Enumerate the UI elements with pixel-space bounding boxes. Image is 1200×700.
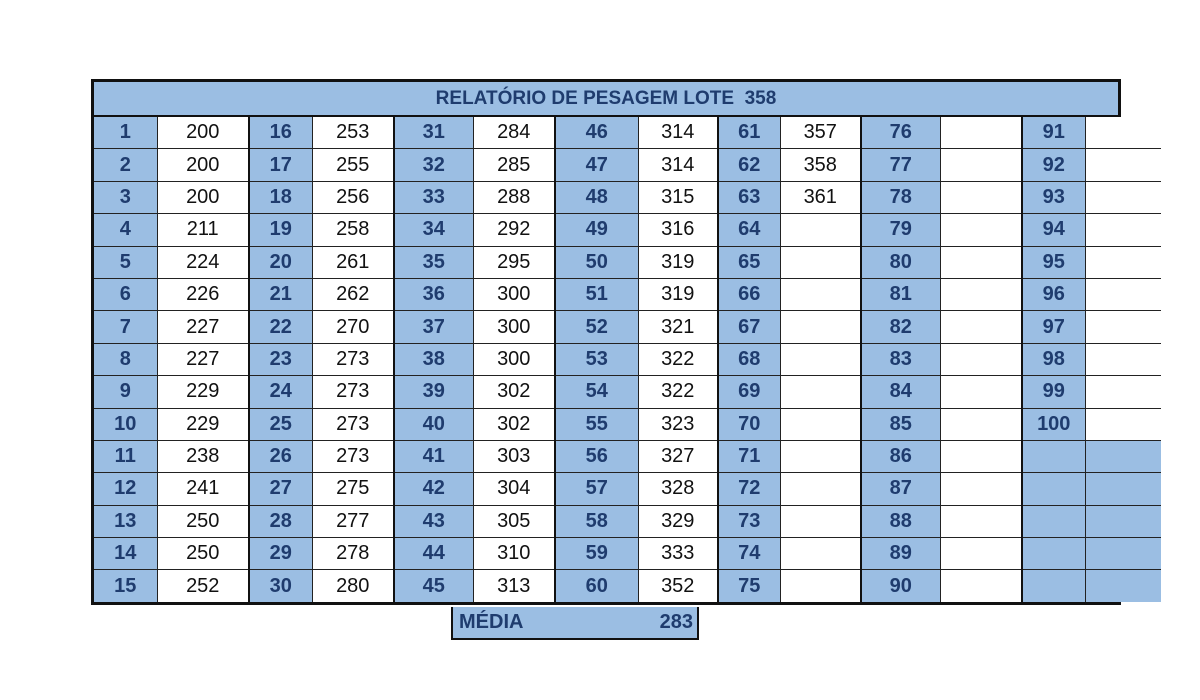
table-row [94, 149, 1161, 181]
weight-value-cell: 273 [312, 376, 394, 408]
row-number-cell: 41 [394, 440, 473, 472]
weight-value-cell: 315 [638, 181, 718, 213]
row-number-cell: 19 [249, 214, 312, 246]
average-label: MÉDIA [459, 611, 524, 633]
weight-value-cell: 227 [157, 311, 249, 343]
row-number-cell: 28 [249, 505, 312, 537]
row-number-cell: 84 [861, 376, 940, 408]
row-number-cell: 43 [394, 505, 473, 537]
table-row [94, 376, 1161, 408]
row-number-cell: 46 [555, 117, 638, 149]
weight-value-cell: 211 [157, 214, 249, 246]
row-number-cell: 39 [394, 376, 473, 408]
average-value: 283 [659, 611, 693, 633]
weight-value-cell [1085, 376, 1161, 408]
row-number-cell: 17 [249, 149, 312, 181]
weight-value-cell: 321 [638, 311, 718, 343]
weight-value-cell: 327 [638, 440, 718, 472]
row-number-cell: 33 [394, 181, 473, 213]
weight-value-cell: 319 [638, 278, 718, 310]
weight-value-cell: 229 [157, 408, 249, 440]
row-number-cell: 29 [249, 538, 312, 570]
row-number-cell: 79 [861, 214, 940, 246]
weight-value-cell [780, 473, 861, 505]
weight-value-cell [1085, 149, 1161, 181]
weight-value-cell: 295 [473, 246, 555, 278]
table-row [94, 214, 1161, 246]
table-row [94, 505, 1161, 537]
row-number-cell: 44 [394, 538, 473, 570]
row-number-cell: 24 [249, 376, 312, 408]
row-number-cell: 78 [861, 181, 940, 213]
weight-value-cell: 277 [312, 505, 394, 537]
weight-value-cell: 275 [312, 473, 394, 505]
row-number-cell: 20 [249, 246, 312, 278]
row-number-cell: 92 [1022, 149, 1085, 181]
weight-value-cell: 313 [473, 570, 555, 602]
row-number-cell: 82 [861, 311, 940, 343]
row-number-cell: 2 [94, 149, 157, 181]
weight-value-cell: 255 [312, 149, 394, 181]
weight-value-cell: 352 [638, 570, 718, 602]
row-number-cell: 7 [94, 311, 157, 343]
weight-value-cell: 262 [312, 278, 394, 310]
weight-value-cell [940, 117, 1022, 149]
weight-value-cell: 200 [157, 117, 249, 149]
row-number-cell: 74 [718, 538, 780, 570]
weight-value-cell [1085, 181, 1161, 213]
weight-value-cell: 285 [473, 149, 555, 181]
weight-value-cell: 252 [157, 570, 249, 602]
row-number-cell: 27 [249, 473, 312, 505]
row-number-cell: 89 [861, 538, 940, 570]
row-number-cell: 3 [94, 181, 157, 213]
weight-value-cell [1085, 117, 1161, 149]
weight-value-cell: 357 [780, 117, 861, 149]
average-box [451, 607, 699, 640]
weight-value-cell: 250 [157, 538, 249, 570]
row-number-cell: 64 [718, 214, 780, 246]
row-number-cell: 30 [249, 570, 312, 602]
weight-value-cell: 227 [157, 343, 249, 375]
row-number-cell: 66 [718, 278, 780, 310]
row-number-cell: 98 [1022, 343, 1085, 375]
weight-value-cell [780, 311, 861, 343]
weight-value-cell: 314 [638, 149, 718, 181]
row-number-cell: 15 [94, 570, 157, 602]
row-number-cell: 34 [394, 214, 473, 246]
row-number-cell: 22 [249, 311, 312, 343]
row-number-cell: 31 [394, 117, 473, 149]
weight-value-cell: 200 [157, 181, 249, 213]
weight-value-cell [780, 376, 861, 408]
row-number-cell: 87 [861, 473, 940, 505]
weight-value-cell [1085, 278, 1161, 310]
row-number-cell: 62 [718, 149, 780, 181]
weight-value-cell [940, 214, 1022, 246]
weight-value-cell: 292 [473, 214, 555, 246]
weight-value-cell: 322 [638, 343, 718, 375]
row-number-cell: 25 [249, 408, 312, 440]
weight-value-cell [940, 408, 1022, 440]
table-row [94, 278, 1161, 310]
row-number-cell: 61 [718, 117, 780, 149]
row-number-cell [1022, 570, 1085, 602]
weight-value-cell [940, 473, 1022, 505]
table-row [94, 311, 1161, 343]
row-number-cell [1022, 440, 1085, 472]
row-number-cell: 54 [555, 376, 638, 408]
weight-value-cell: 302 [473, 376, 555, 408]
table-row [94, 473, 1161, 505]
weight-value-cell [780, 343, 861, 375]
row-number-cell: 55 [555, 408, 638, 440]
row-number-cell: 40 [394, 408, 473, 440]
row-number-cell: 9 [94, 376, 157, 408]
weight-value-cell: 300 [473, 343, 555, 375]
row-number-cell: 49 [555, 214, 638, 246]
report-title: RELATÓRIO DE PESAGEM LOTE 358 [94, 82, 1118, 117]
row-number-cell: 93 [1022, 181, 1085, 213]
weight-value-cell: 316 [638, 214, 718, 246]
weight-value-cell [780, 278, 861, 310]
row-number-cell [1022, 505, 1085, 537]
row-number-cell: 53 [555, 343, 638, 375]
weight-value-cell [780, 505, 861, 537]
row-number-cell: 21 [249, 278, 312, 310]
weight-value-cell: 229 [157, 376, 249, 408]
row-number-cell: 8 [94, 343, 157, 375]
row-number-cell: 63 [718, 181, 780, 213]
row-number-cell: 81 [861, 278, 940, 310]
weight-value-cell [940, 181, 1022, 213]
weight-value-cell [940, 570, 1022, 602]
weight-value-cell: 280 [312, 570, 394, 602]
weight-value-cell [780, 538, 861, 570]
weight-value-cell [1085, 570, 1161, 602]
weight-value-cell [940, 440, 1022, 472]
weight-value-cell: 328 [638, 473, 718, 505]
row-number-cell: 65 [718, 246, 780, 278]
weight-value-cell [1085, 440, 1161, 472]
table-row [94, 343, 1161, 375]
row-number-cell: 14 [94, 538, 157, 570]
row-number-cell: 100 [1022, 408, 1085, 440]
table-row [94, 538, 1161, 570]
row-number-cell: 5 [94, 246, 157, 278]
row-number-cell: 4 [94, 214, 157, 246]
weight-value-cell: 300 [473, 278, 555, 310]
row-number-cell: 90 [861, 570, 940, 602]
row-number-cell: 12 [94, 473, 157, 505]
weight-value-cell: 250 [157, 505, 249, 537]
table-row [94, 570, 1161, 602]
table-row [94, 440, 1161, 472]
weight-value-cell: 241 [157, 473, 249, 505]
weight-value-cell [940, 149, 1022, 181]
weights-table [94, 117, 1161, 602]
row-number-cell: 75 [718, 570, 780, 602]
weight-value-cell: 300 [473, 311, 555, 343]
weight-value-cell: 270 [312, 311, 394, 343]
row-number-cell: 85 [861, 408, 940, 440]
weight-value-cell [780, 214, 861, 246]
weight-value-cell [780, 440, 861, 472]
row-number-cell: 80 [861, 246, 940, 278]
weight-value-cell: 273 [312, 343, 394, 375]
weight-value-cell: 288 [473, 181, 555, 213]
row-number-cell [1022, 538, 1085, 570]
weight-value-cell: 333 [638, 538, 718, 570]
row-number-cell: 68 [718, 343, 780, 375]
weight-value-cell: 258 [312, 214, 394, 246]
row-number-cell [1022, 473, 1085, 505]
weight-value-cell [1085, 538, 1161, 570]
row-number-cell: 71 [718, 440, 780, 472]
weight-value-cell [1085, 343, 1161, 375]
table-row [94, 246, 1161, 278]
row-number-cell: 35 [394, 246, 473, 278]
row-number-cell: 16 [249, 117, 312, 149]
weight-value-cell: 329 [638, 505, 718, 537]
row-number-cell: 73 [718, 505, 780, 537]
weight-value-cell: 284 [473, 117, 555, 149]
row-number-cell: 83 [861, 343, 940, 375]
row-number-cell: 72 [718, 473, 780, 505]
row-number-cell: 51 [555, 278, 638, 310]
row-number-cell: 86 [861, 440, 940, 472]
row-number-cell: 11 [94, 440, 157, 472]
row-number-cell: 56 [555, 440, 638, 472]
weight-value-cell: 302 [473, 408, 555, 440]
row-number-cell: 1 [94, 117, 157, 149]
row-number-cell: 13 [94, 505, 157, 537]
row-number-cell: 6 [94, 278, 157, 310]
weight-value-cell: 361 [780, 181, 861, 213]
row-number-cell: 88 [861, 505, 940, 537]
weight-value-cell: 224 [157, 246, 249, 278]
row-number-cell: 67 [718, 311, 780, 343]
row-number-cell: 57 [555, 473, 638, 505]
row-number-cell: 60 [555, 570, 638, 602]
weight-value-cell [1085, 311, 1161, 343]
weight-value-cell [940, 311, 1022, 343]
row-number-cell: 38 [394, 343, 473, 375]
weight-value-cell [940, 376, 1022, 408]
weight-value-cell: 278 [312, 538, 394, 570]
weight-value-cell [780, 246, 861, 278]
weight-value-cell: 273 [312, 440, 394, 472]
weight-value-cell: 238 [157, 440, 249, 472]
weight-value-cell: 314 [638, 117, 718, 149]
weight-value-cell: 323 [638, 408, 718, 440]
row-number-cell: 23 [249, 343, 312, 375]
row-number-cell: 18 [249, 181, 312, 213]
row-number-cell: 52 [555, 311, 638, 343]
weight-value-cell: 303 [473, 440, 555, 472]
weight-value-cell [940, 343, 1022, 375]
weight-value-cell [780, 570, 861, 602]
weight-value-cell [1085, 246, 1161, 278]
weight-value-cell: 253 [312, 117, 394, 149]
weight-value-cell: 322 [638, 376, 718, 408]
row-number-cell: 26 [249, 440, 312, 472]
weight-value-cell: 273 [312, 408, 394, 440]
row-number-cell: 37 [394, 311, 473, 343]
weight-value-cell: 305 [473, 505, 555, 537]
weight-value-cell: 256 [312, 181, 394, 213]
weight-value-cell [1085, 505, 1161, 537]
row-number-cell: 97 [1022, 311, 1085, 343]
row-number-cell: 32 [394, 149, 473, 181]
weight-value-cell [940, 505, 1022, 537]
weight-value-cell: 261 [312, 246, 394, 278]
weight-value-cell [1085, 408, 1161, 440]
row-number-cell: 45 [394, 570, 473, 602]
row-number-cell: 47 [555, 149, 638, 181]
row-number-cell: 36 [394, 278, 473, 310]
weight-value-cell [1085, 214, 1161, 246]
table-row [94, 117, 1161, 149]
weight-value-cell [940, 246, 1022, 278]
row-number-cell: 48 [555, 181, 638, 213]
row-number-cell: 76 [861, 117, 940, 149]
weight-value-cell: 319 [638, 246, 718, 278]
weight-value-cell: 226 [157, 278, 249, 310]
row-number-cell: 70 [718, 408, 780, 440]
row-number-cell: 42 [394, 473, 473, 505]
weighing-report-sheet [91, 79, 1121, 605]
weight-value-cell [780, 408, 861, 440]
row-number-cell: 59 [555, 538, 638, 570]
row-number-cell: 99 [1022, 376, 1085, 408]
row-number-cell: 69 [718, 376, 780, 408]
row-number-cell: 10 [94, 408, 157, 440]
row-number-cell: 94 [1022, 214, 1085, 246]
row-number-cell: 91 [1022, 117, 1085, 149]
weight-value-cell: 358 [780, 149, 861, 181]
row-number-cell: 50 [555, 246, 638, 278]
weight-value-cell [940, 278, 1022, 310]
weight-value-cell [940, 538, 1022, 570]
weight-value-cell: 310 [473, 538, 555, 570]
weight-value-cell: 200 [157, 149, 249, 181]
table-row [94, 181, 1161, 213]
table-row [94, 408, 1161, 440]
row-number-cell: 58 [555, 505, 638, 537]
row-number-cell: 95 [1022, 246, 1085, 278]
row-number-cell: 96 [1022, 278, 1085, 310]
weight-value-cell [1085, 473, 1161, 505]
weight-value-cell: 304 [473, 473, 555, 505]
row-number-cell: 77 [861, 149, 940, 181]
